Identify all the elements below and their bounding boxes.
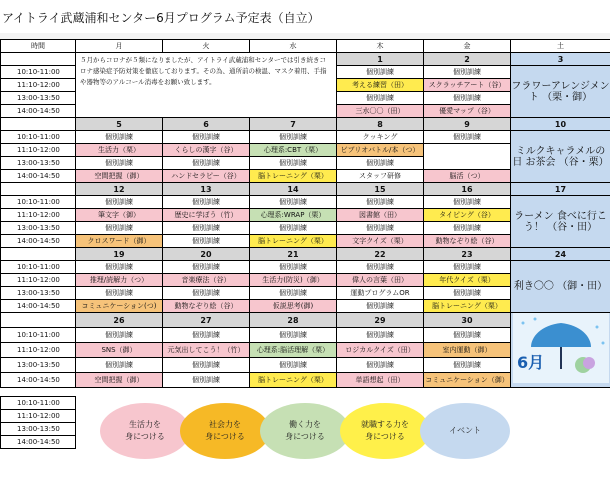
- time-slot: 10:10-11:00: [1, 66, 76, 79]
- program-cell: 個別訓練: [337, 92, 424, 105]
- program-cell: 個別訓練: [76, 261, 163, 274]
- legend-oval-0: 生活力を 身につける: [100, 403, 190, 459]
- program-cell: 個別訓練: [250, 196, 337, 209]
- legend-oval-1: 社会力を 身につける: [180, 403, 270, 459]
- program-cell: SNS（御）: [76, 343, 163, 358]
- time-slot: 13:00-13:50: [1, 287, 76, 300]
- program-cell: 個別訓練: [76, 287, 163, 300]
- date-row-time-blank: [1, 183, 76, 196]
- program-cell: 個別訓練: [163, 235, 250, 248]
- program-cell: スタッフ研修: [337, 170, 424, 183]
- program-cell: 元気出してこう！（竹）: [163, 343, 250, 358]
- program-cell: 脳活（つ）: [424, 170, 511, 183]
- program-cell: 室内運動（御）: [424, 343, 511, 358]
- header-5: 金: [424, 40, 511, 53]
- saturday-event: ラーメン 食べに行こう！ （谷・田）: [511, 196, 610, 248]
- header-0: 時間: [1, 40, 76, 53]
- program-cell: 筆文字（御）: [76, 209, 163, 222]
- time-slot: 11:10-12:00: [1, 144, 76, 157]
- legend-oval-3: 就職する力を 身につける: [340, 403, 430, 459]
- date-cell: 8: [337, 118, 424, 131]
- date-cell: 9: [424, 118, 511, 131]
- program-cell: 三水〇〇（田）: [337, 105, 424, 118]
- program-cell: 個別訓練: [337, 196, 424, 209]
- time-slot: 14:00-14:50: [1, 300, 76, 313]
- date-cell: 23: [424, 248, 511, 261]
- program-cell: 個別訓練: [76, 196, 163, 209]
- program-cell: 脳トレーニング（栗）: [424, 300, 511, 313]
- program-cell: 歴史に学ぼう（竹）: [163, 209, 250, 222]
- page-title: アイトライ武蔵浦和センター6月プログラム予定表（自立）: [0, 0, 610, 36]
- time-slot: 13:00-13:50: [1, 157, 76, 170]
- program-cell: 個別訓練: [337, 66, 424, 79]
- program-cell: 個別訓練: [337, 328, 424, 343]
- program-cell: 偉人の言葉（田）: [337, 274, 424, 287]
- time-slot: 11:10-12:00: [1, 343, 76, 358]
- program-cell: 個別訓練: [250, 261, 337, 274]
- program-cell: スクラッチアート（谷）: [424, 79, 511, 92]
- program-cell: 空間把握（御）: [76, 373, 163, 388]
- program-cell: 動物なぞり絵（谷）: [163, 300, 250, 313]
- program-cell: 個別訓練: [424, 358, 511, 373]
- header-4: 木: [337, 40, 424, 53]
- date-cell: 24: [511, 248, 610, 261]
- program-cell: 個別訓練: [163, 261, 250, 274]
- time-slot: 13:00-13:50: [1, 92, 76, 105]
- time-slot: 11:10-12:00: [1, 410, 76, 423]
- schedule-table: [0, 39, 610, 449]
- date-cell: 12: [76, 183, 163, 196]
- date-cell: 22: [337, 248, 424, 261]
- program-cell: ロジカルクイズ（田）: [337, 343, 424, 358]
- time-slot: 10:10-11:00: [1, 196, 76, 209]
- time-slot: 10:10-11:00: [1, 131, 76, 144]
- program-cell: 生活力（栗）: [76, 144, 163, 157]
- time-slot: 11:10-12:00: [1, 79, 76, 92]
- program-cell: 心理系:WRAP（栗）: [250, 209, 337, 222]
- program-cell: クッキング: [337, 131, 424, 144]
- time-slot: 11:10-12:00: [1, 274, 76, 287]
- program-cell: 図書館（田）: [337, 209, 424, 222]
- date-cell: 10: [511, 118, 610, 131]
- date-cell: 29: [337, 313, 424, 328]
- program-cell: 個別訓練: [424, 222, 511, 235]
- date-cell: 28: [250, 313, 337, 328]
- program-cell: 心理系:脳活理解（栗）: [250, 343, 337, 358]
- saturday-event: フラワーアレンジメント （栗・御）: [511, 66, 610, 118]
- program-cell: ハンドセラピー（谷）: [163, 170, 250, 183]
- program-cell: くらしの漢字（谷）: [163, 144, 250, 157]
- date-cell: 30: [424, 313, 511, 328]
- notice: ５月からコロナが５類になりましたが、アイトライ武蔵浦和センターでは引き続きコロナ感染症予防対策を徹底しております。その為、通所前の検温、マスク着用、手指や器物等のアルコール消毒をお願い致します。: [76, 53, 337, 118]
- program-cell: 個別訓練: [250, 157, 337, 170]
- program-cell: 個別訓練: [250, 358, 337, 373]
- program-cell: 個別訓練: [76, 157, 163, 170]
- program-cell: 推理/読解力（つ）: [76, 274, 163, 287]
- date-cell: 21: [250, 248, 337, 261]
- program-cell: ビブリオバトル/本（つ）: [337, 144, 424, 157]
- program-cell: タイピング（谷）: [424, 209, 511, 222]
- program-cell: 個別訓練: [163, 287, 250, 300]
- program-cell: 個別訓練: [250, 222, 337, 235]
- program-cell: 個別訓練: [163, 131, 250, 144]
- date-cell: 5: [76, 118, 163, 131]
- time-slot: 13:00-13:50: [1, 222, 76, 235]
- program-cell: 仮説思考(御): [250, 300, 337, 313]
- legend-oval-4: イベント: [420, 403, 510, 459]
- program-cell: 個別訓練: [424, 66, 511, 79]
- program-cell: 脳トレーニング（栗）: [250, 235, 337, 248]
- date-cell: 1: [337, 53, 424, 66]
- date-cell: 14: [250, 183, 337, 196]
- program-cell: 個別訓練: [76, 328, 163, 343]
- program-cell: コミュニケーション(つ): [76, 300, 163, 313]
- program-cell: 個別訓練: [337, 261, 424, 274]
- program-cell: 個別訓練: [250, 287, 337, 300]
- date-cell: 6: [163, 118, 250, 131]
- date-cell: 7: [250, 118, 337, 131]
- time-slot: 14:00-14:50: [1, 436, 76, 449]
- program-cell: 心理系:CBT（栗）: [250, 144, 337, 157]
- program-cell: 個別訓練: [163, 157, 250, 170]
- date-row-time-blank: [1, 118, 76, 131]
- program-cell: 個別訓練: [337, 358, 424, 373]
- date-cell: 15: [337, 183, 424, 196]
- program-cell: 個別訓練: [163, 196, 250, 209]
- date-cell: 27: [163, 313, 250, 328]
- date-cell: 26: [76, 313, 163, 328]
- time-slot: 13:00-13:50: [1, 358, 76, 373]
- time-slot: 10:10-11:00: [1, 328, 76, 343]
- program-cell: 個別訓練: [424, 287, 511, 300]
- date-cell: 20: [163, 248, 250, 261]
- time-slot: 10:10-11:00: [1, 261, 76, 274]
- program-cell: 個別訓練: [163, 222, 250, 235]
- program-cell: 個別訓練: [337, 222, 424, 235]
- time-slot: 13:00-13:50: [1, 423, 76, 436]
- header-1: 月: [76, 40, 163, 53]
- time-slot: 11:10-12:00: [1, 209, 76, 222]
- date-row-time-blank: [1, 248, 76, 261]
- program-cell: 文字クイズ（栗）: [337, 235, 424, 248]
- program-cell: 個別訓練: [163, 373, 250, 388]
- saturday-event: ミルクキャラメルの日 お茶会 （谷・栗）: [511, 131, 610, 183]
- program-cell: 個別訓練: [76, 131, 163, 144]
- program-cell: 個別訓練: [250, 328, 337, 343]
- legend: [100, 403, 510, 463]
- program-cell: 個別訓練: [250, 131, 337, 144]
- program-cell: 動物なぞり絵（谷）: [424, 235, 511, 248]
- time-slot: 14:00-14:50: [1, 170, 76, 183]
- program-cell: 個別訓練: [337, 300, 424, 313]
- saturday-event: 利き〇〇 （御・田）: [511, 261, 610, 313]
- program-cell: 考える練習（田）: [337, 79, 424, 92]
- umbrella-icon: [513, 313, 609, 383]
- time-slot: 14:00-14:50: [1, 105, 76, 118]
- date-cell: 2: [424, 53, 511, 66]
- date-cell: 17: [511, 183, 610, 196]
- spacer: [1, 388, 610, 397]
- date-row-time-blank: [1, 53, 76, 66]
- program-cell: 年代クイズ（栗）: [424, 274, 511, 287]
- time-slot: 10:10-11:00: [1, 397, 76, 410]
- program-cell: 個別訓練: [76, 358, 163, 373]
- program-cell: 優愛マップ（谷）: [424, 105, 511, 118]
- date-cell: 3: [511, 53, 610, 66]
- date-row-time-blank: [1, 313, 76, 328]
- header-3: 水: [250, 40, 337, 53]
- program-cell: 個別訓練: [424, 131, 511, 144]
- program-cell: 個別訓練: [424, 261, 511, 274]
- program-cell: 空間把握（御）: [76, 170, 163, 183]
- program-cell: 個別訓練: [424, 196, 511, 209]
- program-cell: 個別訓練: [163, 328, 250, 343]
- date-cell: 16: [424, 183, 511, 196]
- program-cell: 個別訓練: [163, 358, 250, 373]
- date-cell: 19: [76, 248, 163, 261]
- june-illustration: [511, 313, 610, 388]
- program-cell: 運動プログラムOR: [337, 287, 424, 300]
- header-6: 土: [511, 40, 610, 53]
- program-cell: 単語想起（田）: [337, 373, 424, 388]
- program-cell: クロスワード（御）: [76, 235, 163, 248]
- program-cell: 個別訓練: [424, 328, 511, 343]
- program-cell: 脳トレーニング（栗）: [250, 170, 337, 183]
- program-cell: コミュニケーション（御）: [424, 373, 511, 388]
- legend-oval-2: 働く力を 身につける: [260, 403, 350, 459]
- header-2: 火: [163, 40, 250, 53]
- program-cell: 個別訓練: [424, 92, 511, 105]
- date-cell: 13: [163, 183, 250, 196]
- program-cell: 音楽療法（谷）: [163, 274, 250, 287]
- time-slot: 14:00-14:50: [1, 373, 76, 388]
- june-label: 6月: [517, 353, 545, 372]
- program-cell: 個別訓練: [337, 157, 424, 170]
- program-cell: 脳トレーニング（栗）: [250, 373, 337, 388]
- program-cell: 生活力(防災)（御）: [250, 274, 337, 287]
- program-cell: 個別訓練: [76, 222, 163, 235]
- time-slot: 14:00-14:50: [1, 235, 76, 248]
